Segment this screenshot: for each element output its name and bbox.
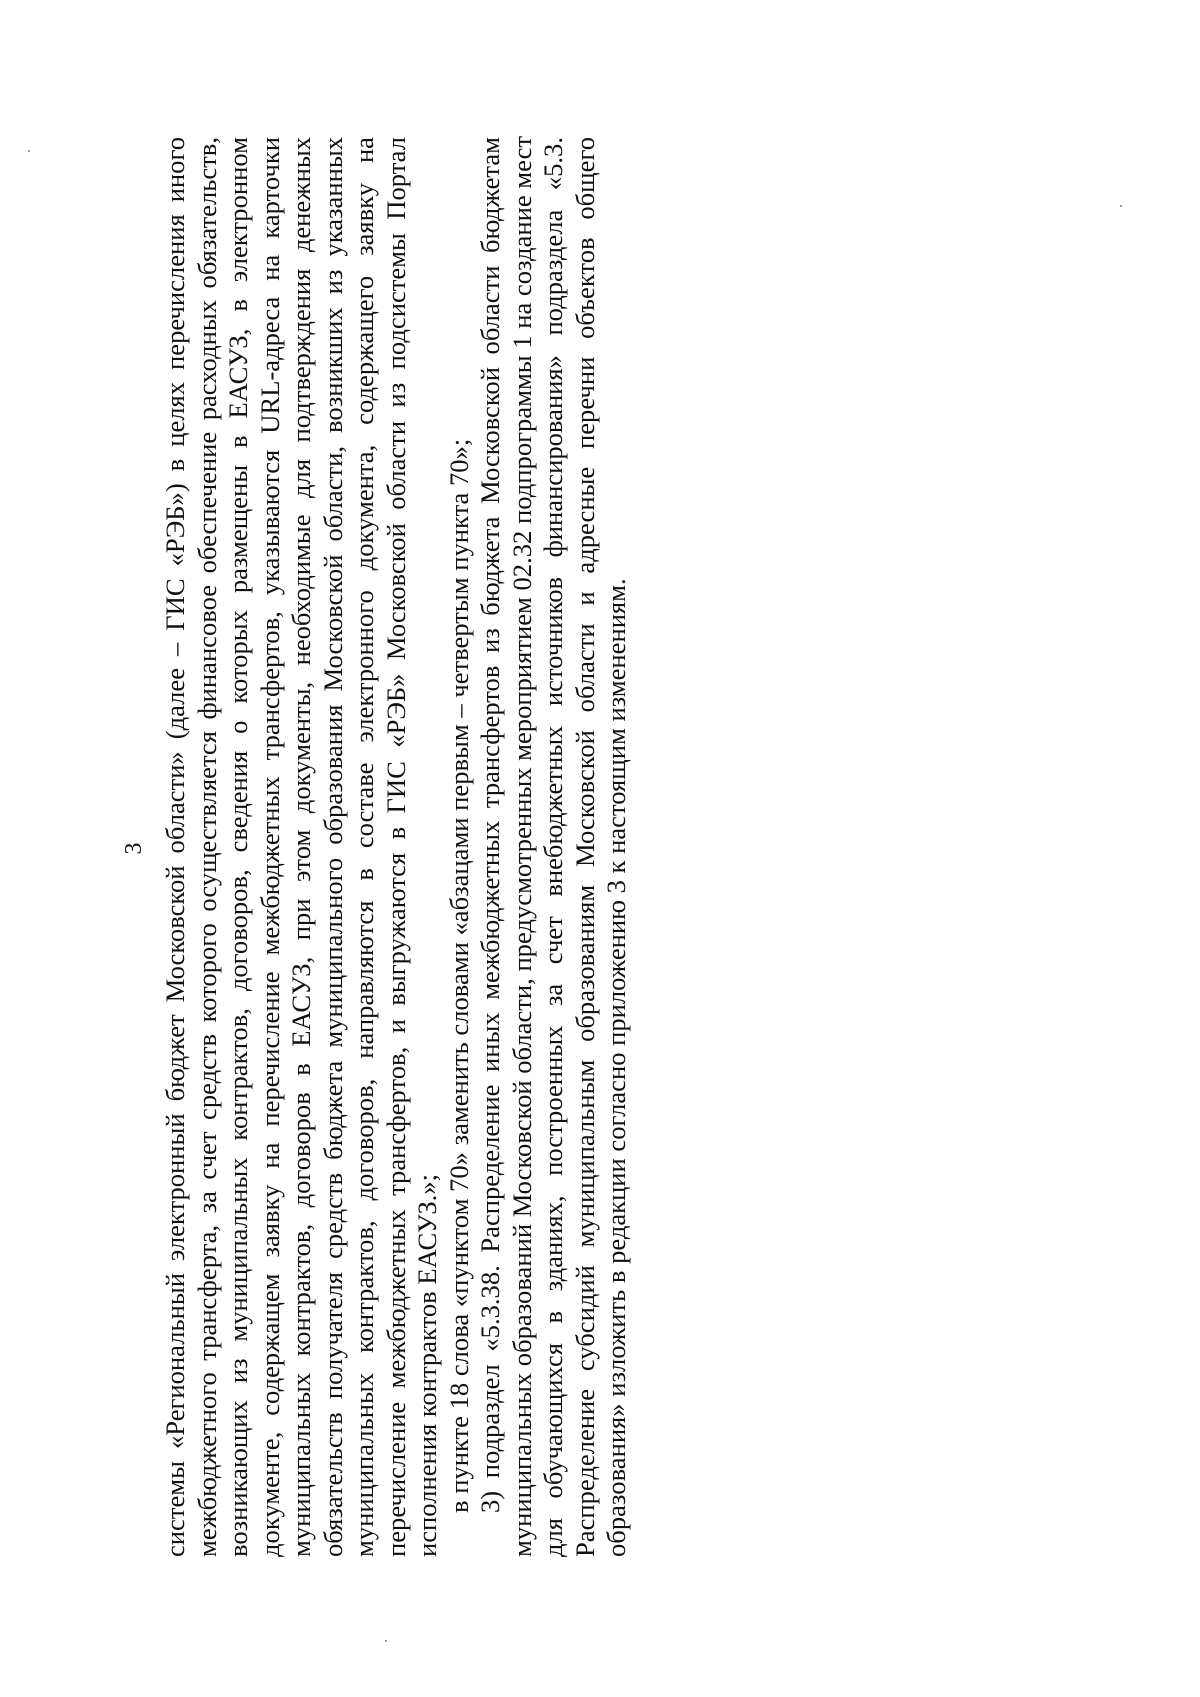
- text-line: системы «Региональный электронный бюджет Московской области» (далее – ГИС «РЭБ») в целях перечисления иного: [160, 137, 190, 1557]
- text-line: для обучающихся в зданиях, построенных за счет внебюджетных источников финансирования» подраздела «5.3.: [538, 137, 568, 1557]
- text-line: межбюджетного трансферта, за счет средств которого осуществляется финансовое обеспечение расходных обязательств,: [191, 137, 222, 1557]
- text-line: перечисление межбюджетных трансфертов, и выгружаются в ГИС «РЭБ» Московской области из подсистемы Портал: [380, 137, 411, 1557]
- text-line: документе, содержащем заявку на перечисление межбюджетных трансфертов, указываются URL-адреса на карточки: [254, 137, 285, 1557]
- text-line: обязательств получателя средств бюджета муниципального образования Московской области, возникших из указанных: [317, 137, 348, 1557]
- scan-speck: [1120, 205, 1122, 207]
- scan-speck: [385, 1640, 387, 1642]
- document-body: [160, 137, 633, 1557]
- paragraph-start: 3) подраздел «5.3.38. Распределение иных межбюджетных трансфертов из бюджета Московской области бюджетам: [475, 137, 505, 1513]
- text-line: исполнения контрактов ЕАСУЗ.»;: [412, 1174, 442, 1557]
- scan-speck: [28, 150, 30, 152]
- paragraph-start: в пункте 18 слова «пунктом 70» заменить словами «абзацами первым – четвертым пункта 70»;: [443, 438, 474, 1513]
- text-line: муниципальных образований Московской области, предусмотренных мероприятием 02.32 подпрограммы 1 на создание мест: [506, 135, 537, 1557]
- text-line: образования» изложить в редакции согласно приложению 3 к настоящим изменениям.: [601, 578, 631, 1557]
- text-line: муниципальных контрактов, договоров в ЕАСУЗ, при этом документы, необходимые для подтверждения денежных: [286, 137, 316, 1557]
- text-line: муниципальных контрактов, договоров, направляются в составе электронного документа, содержащего заявку на: [349, 137, 379, 1557]
- page-number: 3: [121, 842, 147, 855]
- text-line: возникающих из муниципальных контрактов, договоров, сведения о которых размещены в ЕАСУЗ, в электронном: [223, 137, 253, 1557]
- text-line: Распределение субсидий муниципальным образованиям Московской области и адресные перечни объектов общего: [569, 137, 600, 1557]
